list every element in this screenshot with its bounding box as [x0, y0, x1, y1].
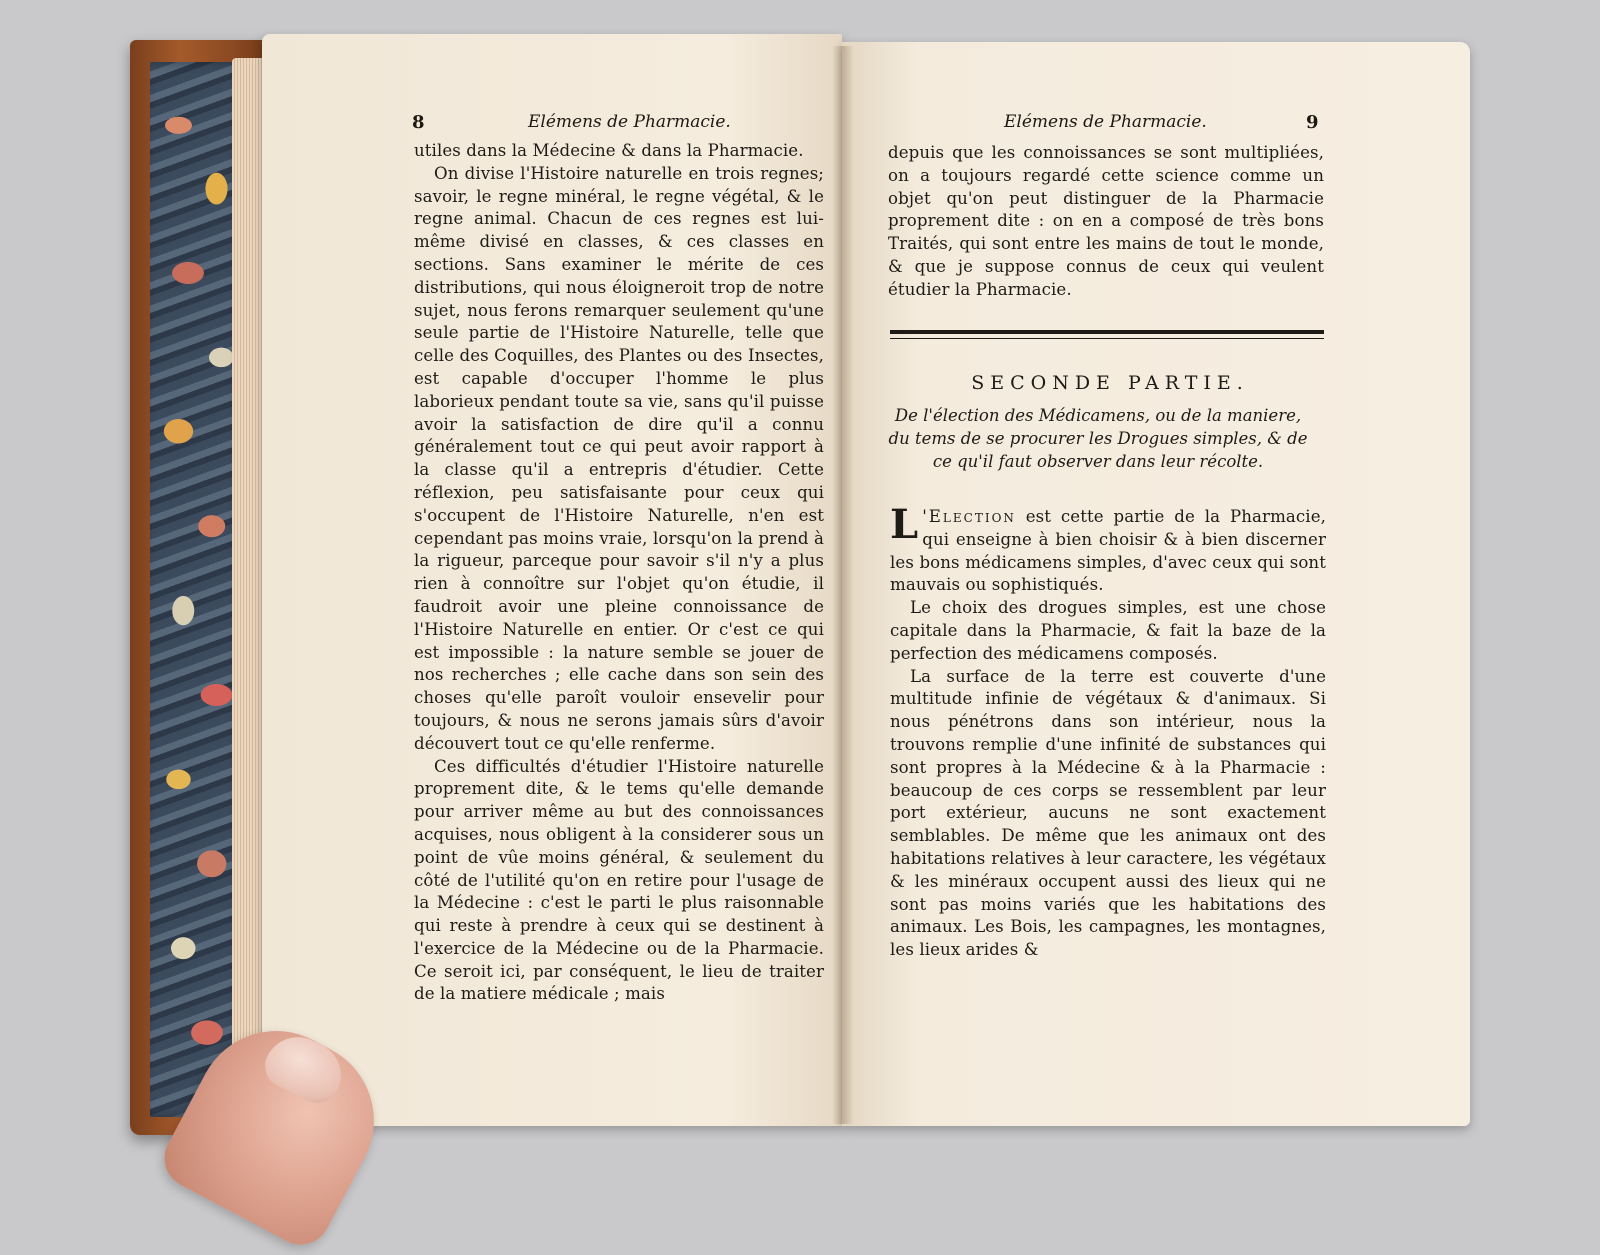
- left-running-head: Elémens de Pharmacie.: [528, 112, 731, 132]
- right-body-text: [890, 501, 1326, 962]
- lead-word: 'Election: [922, 507, 1016, 526]
- section-subtitle: De l'élection des Médicamens, ou de la maniere, du tems de se procurer les Drogues simples, & de ce qu'il faut observer dans leur récolte.: [888, 406, 1308, 471]
- left-paragraph: On divise l'Histoire naturelle en trois regnes; savoir, le regne minéral, le regne végétal, & le regne animal. Chacun de ces regnes est lui-même divisé en classes, & ces classes en sections. Sans examiner le mérite de ces distributions, qui nous éloigneroit trop de notre sujet, nous ferons remarquer seulement qu'une seule partie de l'Histoire Naturelle, telle que celle des Coquilles, des Plantes ou des Insectes, est capable d'occuper l'homme le plus laborieux pendant toute sa vie, sans qu'il puisse avoir la satisfaction de dire qu'il a connu généralement tout ce qui peut avoir rapport à la classe qu'il a entrepris d'étudier. Cette réflexion, peu satisfaisante pour ceux qui s'occupent de l'Histoire Naturelle, n'en est cependant pas moins vraie, lorsqu'on la prend à la rigueur, parceque pour savoir s'il n'y a plus rien à connoître sur l'objet qu'on étudie, il faudroit avoir une pleine connoissance de l'Histoire Naturelle en entier. Or c'est ce qui est impossible : la nature semble se jouer de nos recherches ; elle cache dans son sein des choses qu'elle paroît vouloir ensevelir pour toujours, & nous ne serons jamais sûrs d'avoir découvert tout ce qu'elle renferme.: [414, 163, 824, 753]
- right-running-head: Elémens de Pharmacie.: [1004, 112, 1207, 132]
- paragraph-1-rest: est cette partie de la Pharmacie, qui enseigne à bien choisir & à bien discerner les bons médicamens simples, d'avec ceux qui sont mauvais ou sophistiqués.: [890, 507, 1326, 595]
- right-paragraph-1: [890, 501, 1326, 597]
- right-intro-text: [888, 142, 1324, 302]
- left-page-text: [414, 140, 824, 1006]
- section-rule-thin: [890, 338, 1324, 339]
- marbled-endpaper: [150, 62, 245, 1117]
- left-page-number: 8: [412, 112, 425, 133]
- right-page-number: 9: [1306, 112, 1319, 133]
- left-paragraph: utiles dans la Médecine & dans la Pharmacie.: [414, 141, 804, 160]
- right-paragraph-2: Le choix des drogues simples, est une chose capitale dans la Pharmacie, & fait la baze de la perfection des médicamens composés.: [890, 598, 1326, 663]
- left-paragraph: Ces difficultés d'étudier l'Histoire naturelle proprement dite, & le tems qu'elle demande pour arriver même au but des connoissances acquises, nous obligent à la considerer sous un point de vûe moins général, & seulement du côté de l'utilité qu'on en retire pour l'usage de la Médecine : c'est le parti le plus raisonnable qui reste à prendre à ceux qui se destinent à l'exercice de la Médecine ou de la Pharmacie. Ce seroit ici, par conséquent, le lieu de traiter de la matiere médicale ; mais: [414, 756, 824, 1004]
- section-title: SECONDE PARTIE.: [971, 372, 1249, 394]
- right-paragraph-3: La surface de la terre est couverte d'une multitude infinie de végétaux & d'animaux. Si nous pénétrons dans son intérieur, nous la trouvons remplie d'une infinité de substances qui sont propres à la Médecine & à la Pharmacie : beaucoup de ces corps se ressemblent par leur port extérieur, aucuns ne sont exactement semblables. De même que les animaux ont des habitations relatives à leur caractere, les végétaux & les minéraux occupent aussi des lieux qui ne sont pas moins variés que les habitations des animaux. Les Bois, les campagnes, les montagnes, les lieux arides &: [890, 666, 1326, 960]
- right-intro-paragraph: depuis que les connoissances se sont multipliées, on a toujours regardé cette science comme un objet qu'on peut distinguer de la Pharmacie proprement dite : on en a composé de très bons Traités, qui sont entre les mains de tout le monde, & que je suppose connus de ceux qui veulent étudier la Pharmacie.: [888, 143, 1324, 299]
- drop-cap: L: [890, 501, 919, 548]
- book-gutter: [832, 46, 854, 1124]
- section-rule-thick: [890, 330, 1324, 334]
